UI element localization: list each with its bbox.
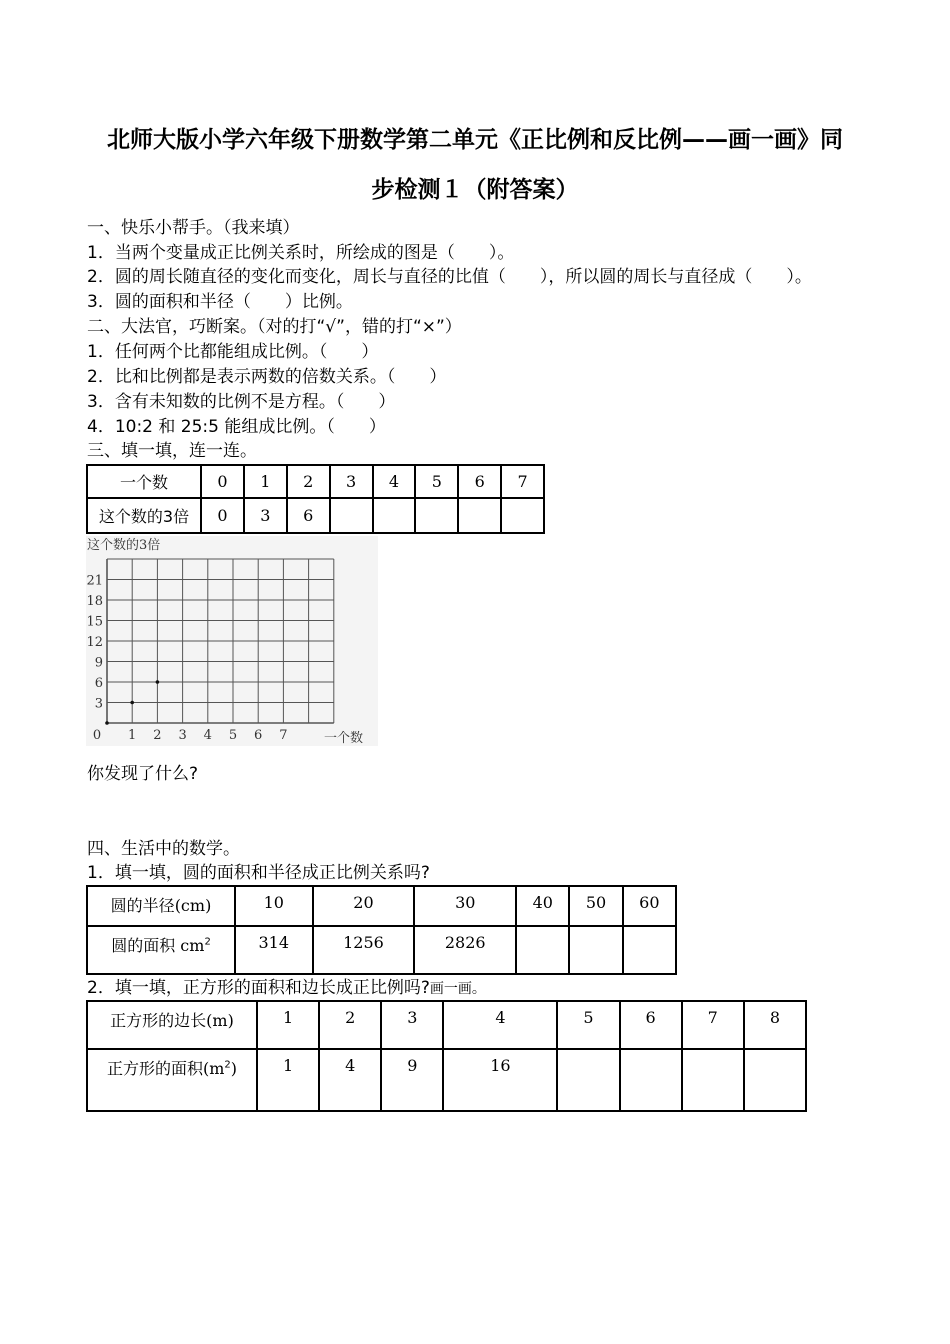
cell: 1 xyxy=(257,1001,319,1049)
cell: 9 xyxy=(381,1049,443,1111)
section4-q2 xyxy=(87,977,486,1000)
cell: 30 xyxy=(414,886,516,926)
cell: 2 xyxy=(319,1001,381,1049)
section2-q2: 2．比和比例都是表示两数的倍数关系。（ ） xyxy=(87,367,447,387)
section1-heading: 一、快乐小帮手。（我来填） xyxy=(87,218,300,238)
doc-title-line1: 北师大版小学六年级下册数学第二单元《正比例和反比例——画一画》同 xyxy=(107,127,843,153)
cell: 1256 xyxy=(313,926,415,974)
unit-exponent: 2 xyxy=(204,936,211,948)
table-square xyxy=(86,1000,807,1112)
unit-text: (m xyxy=(202,1059,225,1078)
answer-cell[interactable] xyxy=(623,926,676,974)
cell: 60 xyxy=(623,886,676,926)
table-circle xyxy=(86,885,677,975)
answer-cell[interactable] xyxy=(516,926,569,974)
section4-heading: 四、生活中的数学。 xyxy=(87,839,240,859)
x-tick-label: 6 xyxy=(254,728,263,743)
label-text: 圆的面积 xyxy=(111,936,176,955)
cell: 1 xyxy=(244,465,287,498)
cell: 6 xyxy=(620,1001,682,1049)
answer-cell[interactable] xyxy=(682,1049,744,1111)
cell: 5 xyxy=(557,1001,619,1049)
unit-exponent: 2 xyxy=(224,1059,231,1071)
x-tick-label: 5 xyxy=(228,728,238,743)
x-tick-label: 7 xyxy=(279,728,288,743)
x-tick-label: 2 xyxy=(153,728,162,743)
cell: 0 xyxy=(201,465,244,498)
q2-tail-text: 画一画。 xyxy=(429,981,486,997)
chart-y-axis-label: 这个数的3倍 xyxy=(87,538,161,553)
cell: 8 xyxy=(744,1001,806,1049)
section2-q1: 1．任何两个比都能组成比例。（ ） xyxy=(87,342,379,362)
data-point xyxy=(130,701,134,705)
x-tick-label: 4 xyxy=(203,728,212,743)
cell: 7 xyxy=(682,1001,744,1049)
cell: 6 xyxy=(458,465,501,498)
cell: 5 xyxy=(415,465,458,498)
cell: 16 xyxy=(443,1049,557,1111)
section3-question: 你发现了什么? xyxy=(87,764,199,784)
cell: 2826 xyxy=(414,926,516,974)
label-text: 圆的半径 xyxy=(110,896,175,915)
row-label-triple: 这个数的3倍 xyxy=(87,498,201,533)
y-tick-label: 9 xyxy=(94,655,103,671)
x-tick-label: 1 xyxy=(128,728,137,743)
data-point xyxy=(105,721,109,725)
answer-cell[interactable] xyxy=(458,498,501,533)
y-tick-label: 6 xyxy=(94,676,103,691)
cell: 3 xyxy=(330,465,373,498)
row-label-number: 一个数 xyxy=(87,465,201,498)
section1-q1: 1．当两个变量成正比例关系时，所绘成的图是（ ）。 xyxy=(87,243,515,263)
answer-cell[interactable] xyxy=(373,498,416,533)
doc-title-line2: 步检测１（附答案） xyxy=(371,177,579,203)
section1-q3: 3．圆的面积和半径（ ）比例。 xyxy=(87,292,353,312)
cell: 3 xyxy=(244,498,287,533)
cell: 7 xyxy=(501,465,544,498)
row-label-side xyxy=(87,1001,257,1049)
label-text: 正方形的面积 xyxy=(106,1059,203,1078)
cell: 0 xyxy=(201,498,244,533)
cell: 40 xyxy=(516,886,569,926)
answer-cell[interactable] xyxy=(415,498,458,533)
x-tick-label: 0 xyxy=(92,728,102,743)
row-label-square-area xyxy=(87,1049,257,1111)
answer-cell[interactable] xyxy=(569,926,622,974)
answer-cell[interactable] xyxy=(557,1049,619,1111)
q2-text: 2．填一填，正方形的面积和边长成正比例吗? xyxy=(87,978,430,998)
answer-cell[interactable] xyxy=(330,498,373,533)
answer-cell[interactable] xyxy=(744,1049,806,1111)
cell: 6 xyxy=(287,498,330,533)
section4-q1: 1．填一填，圆的面积和半径成正比例关系吗? xyxy=(87,863,430,883)
unit-close: ) xyxy=(230,1059,238,1078)
section2-heading: 二、大法官，巧断案。（对的打“√”，错的打“×”） xyxy=(87,317,462,337)
cell: 4 xyxy=(373,465,416,498)
cell: 50 xyxy=(569,886,622,926)
section2-q3: 3．含有未知数的比例不是方程。（ ） xyxy=(87,392,396,412)
y-tick-label: 18 xyxy=(86,594,103,609)
answer-cell[interactable] xyxy=(620,1049,682,1111)
cell: 3 xyxy=(381,1001,443,1049)
section3-heading: 三、填一填，连一连。 xyxy=(87,441,257,461)
answer-cell[interactable] xyxy=(501,498,544,533)
unit-text: (cm) xyxy=(174,896,212,915)
coordinate-grid-chart xyxy=(86,536,378,746)
section2-q4: 4．10:2 和 25:5 能组成比例。（ ） xyxy=(87,417,386,437)
data-point xyxy=(156,680,160,684)
y-tick-label: 3 xyxy=(94,696,103,712)
table-multiples xyxy=(86,464,545,534)
y-tick-label: 12 xyxy=(86,635,103,650)
cell: 20 xyxy=(313,886,415,926)
y-tick-label: 15 xyxy=(86,614,103,630)
x-tick-label: 3 xyxy=(178,728,187,743)
cell: 314 xyxy=(235,926,313,974)
cell: 4 xyxy=(319,1049,381,1111)
cell: 2 xyxy=(287,465,330,498)
y-tick-label: 21 xyxy=(86,573,103,589)
row-label-area xyxy=(87,926,235,974)
section1-q2: 2．圆的周长随直径的变化而变化，周长与直径的比值（ ），所以圆的周长与直径成（ ）。 xyxy=(87,267,812,287)
cell: 10 xyxy=(235,886,313,926)
cell: 1 xyxy=(257,1049,319,1111)
label-text: 正方形的边长 xyxy=(110,1011,207,1030)
unit-text: (m) xyxy=(206,1011,234,1030)
chart-x-axis-label: 一个数 xyxy=(324,731,364,746)
unit-text: cm xyxy=(180,936,205,955)
row-label-radius xyxy=(87,886,235,926)
cell: 4 xyxy=(443,1001,557,1049)
